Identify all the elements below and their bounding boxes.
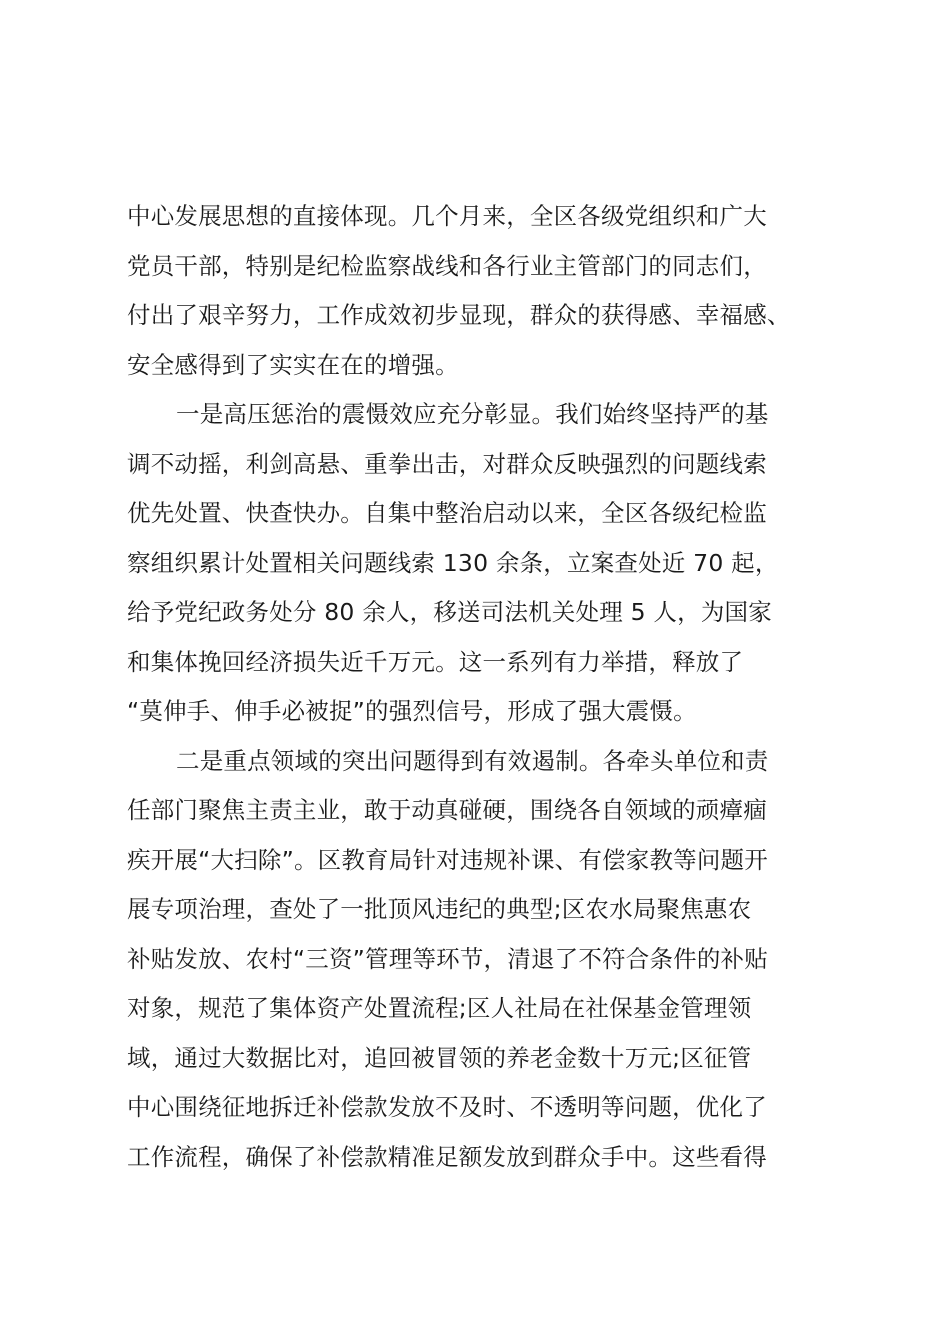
text-line: 展专项治理，查处了一批顶风违纪的典型;区农水局聚焦惠农 — [127, 895, 752, 923]
text-line: 补贴发放、农村“三资”管理等环节，清退了不符合条件的补贴 — [127, 944, 768, 973]
body-text — [127, 192, 847, 1182]
paragraph-first-line: 二是重点领域的突出问题得到有效遏制。各牵头单位和责 — [176, 746, 769, 775]
text-line: 察组织累计处置相关问题线索 130 余条，立案查处近 70 起， — [127, 548, 779, 577]
text-line: 安全感得到了实实在在的增强。 — [127, 350, 459, 379]
text-line: “莫伸手、伸手必被捉”的强烈信号，形成了强大震慑。 — [127, 697, 697, 725]
text-line: 工作流程，确保了补偿款精准足额发放到群众手中。这些看得 — [127, 1142, 767, 1171]
text-line: 域，通过大数据比对，追回被冒领的养老金数十万元;区征管 — [127, 1043, 752, 1072]
text-line: 调不动摇，利剑高悬、重拳出击，对群众反映强烈的问题线索 — [127, 449, 767, 478]
text-line: 给予党纪政务处分 80 余人，移送司法机关处理 5 人，为国家 — [127, 598, 772, 626]
text-line: 付出了艰辛努力，工作成效初步显现，群众的获得感、幸福感、 — [127, 301, 791, 329]
paragraph-first-line: 一是高压惩治的震慑效应充分彰显。我们始终坚持严的基 — [176, 400, 769, 428]
text-line: 党员干部，特别是纪检监察战线和各行业主管部门的同志们， — [127, 251, 767, 280]
text-line: 任部门聚焦主责主业，敢于动真碰硬，围绕各自领域的顽瘴痼 — [127, 796, 767, 824]
text-line: 疾开展“大扫除”。区教育局针对违规补课、有偿家教等问题开 — [127, 845, 768, 874]
text-line: 对象，规范了集体资产处置流程;区人社局在社保基金管理领 — [127, 994, 752, 1022]
text-line: 和集体挽回经济损失近千万元。这一系列有力举措，释放了 — [127, 647, 744, 676]
text-line: 中心发展思想的直接体现。几个月来，全区各级党组织和广大 — [127, 202, 767, 230]
text-line: 优先处置、快查快办。自集中整治启动以来，全区各级纪检监 — [127, 499, 767, 527]
text-line: 中心围绕征地拆迁补偿款发放不及时、不透明等问题，优化了 — [127, 1093, 767, 1121]
